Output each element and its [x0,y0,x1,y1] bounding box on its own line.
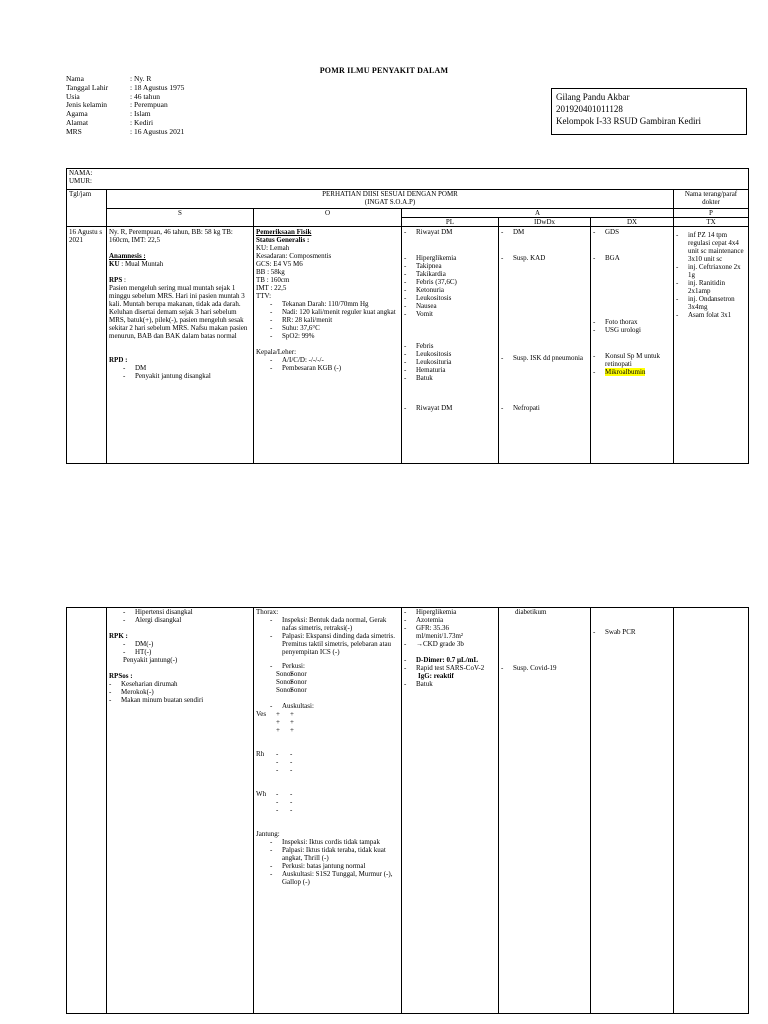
vesikuler-row: + + [276,718,294,726]
dx-item-2: - Swab PCR [593,628,636,636]
objective-cell: Pemeriksaan Fisik Status Generalis : KU: Lemah Kesadaran: Composmentis GCS: E4 V5 M6 BB : 58kg TB : 160cm IMT : 22,5 TTV: - Tekanan Darah: 110/70mm Hg - Nadi: 120 kali/menit reguler kuat angkat - RR: 28 kali/menit - Suhu: 37,6°C - SpO2: 99% Kepala/Leher: - A/I/C/D: -/-/-/- - Pembesaran KGB (-) [254,227,402,464]
tgljam-header: Tgl/jam [67,190,107,227]
tx-header: TX [674,218,749,227]
soap-table-1 [66,168,749,464]
perhatian-header: PERHATIAN DIISI SESUAI DENGAN POMR (INGAT S.O.A.P) [107,190,674,209]
student-nim: 201920401011128 [556,104,623,114]
problem-item: - Nausea [404,302,437,310]
dx-cell-2 [591,608,674,1014]
riwayat-item: - Alergi disangkal [123,616,182,624]
vesikuler-row: Ves + + [256,710,294,718]
problem-item-2: - →CKD grade 3b [404,640,464,648]
problem-item: - Leukosituria [404,358,452,366]
patient-info-row: Agama : Islam [66,109,151,119]
nama-label: NAMA: [69,169,93,177]
iddx-item-2: - Susp. Covid-19 [501,664,557,672]
dx-item: - Mikroalbumin [593,368,646,376]
status-line: IMT : 22,5 [256,284,287,292]
ronkhi-row: Rh - - [256,750,293,758]
jantung-item: - Perkusi: batas jantung normal [270,862,366,870]
rpd-item: - DM [123,364,147,372]
problem-item: - Riwayat DM [404,404,453,412]
status-line: Kesadaran: Composmentis [256,252,332,260]
problem-item: - Leukositosis [404,294,452,302]
iddx-header: IDwDx [499,218,591,227]
problem-item-2: - GFR: 35.36 ml/menit/1.73m² [404,624,464,640]
ronkhi-row: - - [276,766,293,774]
iddx-item: - Susp. KAD [501,254,546,262]
problem-item: - Leukositosis [404,350,452,358]
a-header: A [402,209,674,218]
thorax-item: - Palpasi: Ekspansi dinding dada simetris. Premitus taktil simetris, pelebaran atau penyempitan ICS (-) [270,632,395,656]
ttv-item: - Tekanan Darah: 110/70mm Hg [270,300,369,308]
dx-cell [591,227,674,464]
problem-item: - Riwayat DM [404,228,453,236]
perkusi-row: Sonor Sonor [276,686,307,694]
iddx-cell-2: diabetikum - Susp. Covid-19 [499,608,591,1014]
wheezing-row: - - [276,806,293,814]
rpsos-item: - Keseharian dirumah [109,680,178,688]
ttv-item: - RR: 28 kali/menit [270,316,333,324]
rpk-item: - DM(-) [123,640,154,648]
wheezing-row: Wh - - [256,790,293,798]
problem-item-2: - Hiperglikemia [404,608,457,616]
riwayat-item: - Hipertensi disangkal [123,608,193,616]
problem-list-cell-2: - Hiperglikemia - Azotemia - GFR: 35.36 ml/menit/1.73m² - →CKD grade 3b - D-Dimer: 0.7 µL/mL - Rapid test SARS-CoV-2 IgG: reaktif - Batuk [402,608,499,1014]
vesikuler-row: + + [276,726,294,734]
patient-info-row: Jenis kelamin : Perempuan [66,100,168,110]
thorax-item: - Perkusi: [270,662,305,670]
dx-header: DX [591,218,674,227]
iddx-item: - DM [501,228,525,236]
patient-info-row: Tanggal Lahir : 18 Agustus 1975 [66,82,185,92]
problem-item: - Hiperglikemia [404,254,457,262]
kepala-leher-item: - A/I/C/D: -/-/-/- [270,356,324,364]
problem-item: - Febris (37,6C) [404,278,457,286]
dx-item: - USG urologi [593,326,641,334]
ttv-item: - Nadi: 120 kali/menit reguler kuat angkat [270,308,396,316]
problem-item: - Hematuria [404,366,446,374]
subjective-cell: Ny. R, Perempuan, 46 tahun, BB: 58 kg TB: 160cm, IMT: 22,5 Anamnesis : KU : Mual Muntah RPS : Pasien mengeluh sering mual muntah sejak 1 minggu sebelum MRS. Hari ini pasien muntah 3 kali. Muntah berupa makanan, tidak ada darah. Keluhan disertai demam sejak 3 hari sebelum MRS, batuk(+), pilek(-), pasien mengeluh sesak sekitar 2 hari sebelum MRS. Nafsu makan pasien menurun, BAB dan BAK dalam batas normal RPD : - DM - Penyakit jantung disangkal [107,227,254,464]
date-cell: 16 Agustu s 2021 [67,227,107,464]
o-header: O [254,209,402,227]
student-id-box [551,88,747,135]
rpsos-item: - Merokok(-) [109,688,154,696]
iddx-item: - Susp. ISK dd pneumonia [501,354,583,362]
student-name: Gilang Pandu Akbar [556,92,630,102]
patient-info-row: Usia : 46 tahun [66,91,160,101]
patient-info-row: MRS : 16 Agustus 2021 [66,126,185,136]
objective-cell-2: Thorax: - Inspeksi: Bentuk dada normal, Gerak nafas simetris, retraksi(-) - Palpasi: Ekspansi dinding dada simetris. Premitus taktil simetris, pelebaran atau penyempitan ICS (-) - Perkusi: Sonor Sonor Sonor Sonor Sonor Sonor - Auskultasi: Ves + + + + + + Rh - - - - - - Wh - - - - - - Jantung: - Inspeksi: Iktus cordis tidak tampak - Palpasi: Iktus tidak teraba, tidak kuat angkat, Thrill (-) - Perkusi: batas jantung normal - Auskultasi: S1S2 Tunggal, Murmur (-), Gallop (-) [254,608,402,1014]
pl-header: PL [402,218,499,227]
status-line: TB : 160cm [256,276,290,284]
kepala-leher-item: - Pembesaran KGB (-) [270,364,342,372]
soap-table-2 [66,607,749,1014]
ttv-item: - Suhu: 37,6°C [270,324,320,332]
tx-item: - inj. Ranitidin 2x1amp [676,279,725,295]
jantung-item: - Palpasi: Iktus tidak teraba, tidak kuat angkat, Thrill (-) [270,846,386,862]
tx-item: - Asam folat 3x1 [676,311,732,319]
wheezing-row: - - [276,798,293,806]
date-cell-2 [67,608,107,1014]
rpsos-item: - Makan minum buatan sendiri [109,696,204,704]
thorax-item: - Inspeksi: Bentuk dada normal, Gerak nafas simetris, retraksi(-) [270,616,387,632]
ronkhi-row: - - [276,758,293,766]
tx-cell-2 [674,608,749,1014]
dx-item: - BGA [593,254,620,262]
problem-item: - Ketonuria [404,286,444,294]
student-group: Kelompok I-33 RSUD Gambiran Kediri [556,116,701,126]
jantung-item: - Inspeksi: Iktus cordis tidak tampak [270,838,380,846]
rpk-item: - HT(-) [123,648,152,656]
paraf-header: Nama terang/paraf dokter [674,190,749,209]
problem-item: - Vomit [404,310,433,318]
page-title: POMR ILMU PENYAKIT DALAM [319,66,449,75]
p-header: P [674,209,749,218]
perkusi-row: Sonor Sonor [276,670,307,678]
dx-item: - GDS [593,228,620,236]
iddx-item: - Nefropati [501,404,540,412]
status-line: KU: Lemah [256,244,290,252]
umur-label: UMUR: [69,177,92,185]
dx-item: - Foto thorax [593,318,638,326]
jantung-item: - Auskultasi: S1S2 Tunggal, Murmur (-), Gallop (-) [270,870,393,886]
dx-item: - Konsul Sp M untuk retinopati [593,352,661,368]
status-line: GCS: E4 V5 M6 [256,260,303,268]
patient-info-row: Nama : Ny. R [66,74,152,83]
patient-info-row: Alamat : Kediri [66,117,154,127]
problem-list-cell [402,227,499,464]
ttv-item: - SpO2: 99% [270,332,315,340]
s-header: S [107,209,254,227]
problem-item-2: - Azotemia [404,616,444,624]
problem-item: - Febris [404,342,434,350]
subjective-cell-2: - Hipertensi disangkal - Alergi disangkal RPK : - DM(-) - HT(-) Penyakit jantung(-) RPSos : - Keseharian dirumah - Merokok(-) - Makan minum buatan sendiri [107,608,254,1014]
problem-item: - Batuk [404,374,433,382]
patient-info [66,75,184,137]
rpd-item: - Penyakit jantung disangkal [123,372,211,380]
tx-cell [674,227,749,464]
tx-item: - inj. Ondansetron 3x4mg [676,295,735,311]
tx-item: - inf PZ 14 tpm regulasi cepat 4x4 unit sc maintenance 3x10 unit sc [676,231,744,263]
status-line: BB : 58kg [256,268,285,276]
problem-item: - Takikardia [404,270,446,278]
tx-item: - inj. Ceftriaxone 2x 1g [676,263,741,279]
problem-item: - Takipnea [404,262,442,270]
perkusi-row: Sonor Sonor [276,678,307,686]
iddx-cell [499,227,591,464]
